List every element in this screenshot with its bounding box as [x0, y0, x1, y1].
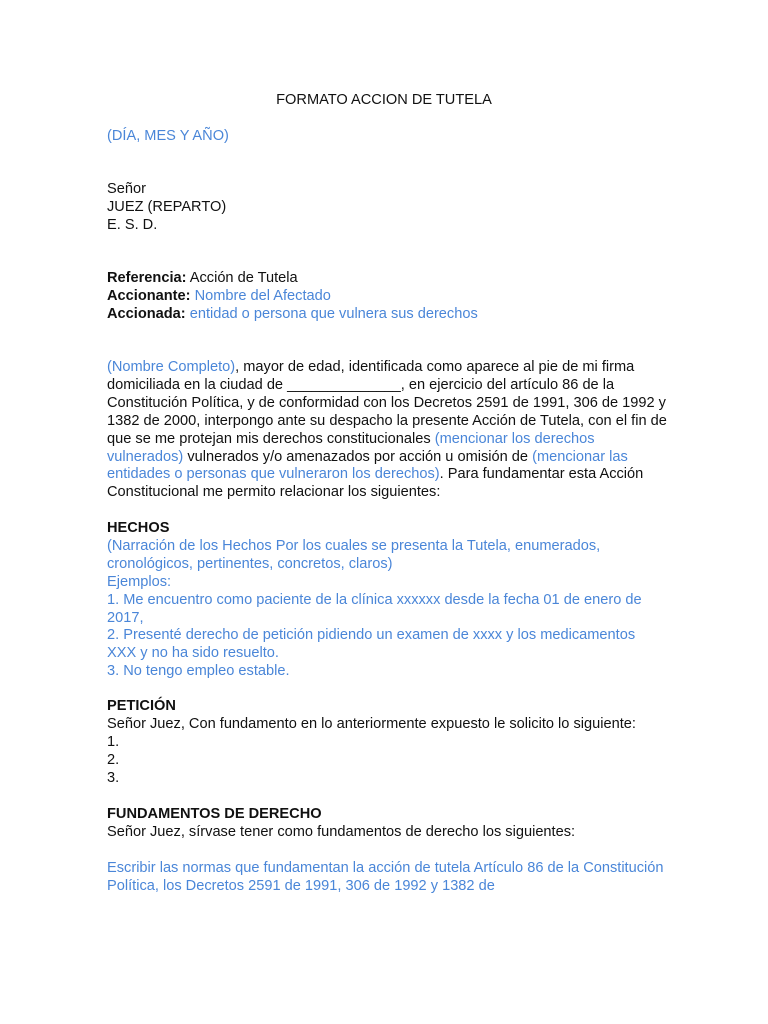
- rights-placeholder: (mencionar los derechos vulnerados): [107, 430, 595, 465]
- date-placeholder: (DÍA, MES Y AÑO): [107, 128, 229, 144]
- addressee-line-2: JUEZ (REPARTO): [107, 198, 227, 215]
- peticion-section: [107, 698, 667, 788]
- document-title: FORMATO ACCION DE TUTELA: [276, 92, 492, 108]
- referencia-label: Referencia:: [107, 270, 187, 286]
- accionada-label: Accionada:: [107, 305, 186, 322]
- addressee-line-1: Señor: [107, 181, 146, 197]
- accionante-line: [107, 288, 667, 306]
- accionada-line: [107, 306, 667, 324]
- intro-paragraph: [107, 359, 667, 502]
- peticion-item-1: 1.: [107, 733, 120, 750]
- accionante-label: Accionante:: [107, 287, 191, 304]
- addressee-line-3: E. S. D.: [107, 216, 158, 233]
- name-placeholder: (Nombre Completo): [107, 359, 236, 375]
- fundamentos-text: Señor Juez, sírvase tener como fundamentos de derecho los siguientes:: [107, 823, 576, 840]
- accionada-value: entidad o persona que vulnera sus derechos: [185, 305, 478, 322]
- peticion-heading: PETICIÓN: [107, 698, 176, 714]
- hechos-section: [107, 520, 667, 681]
- hechos-examples-label: Ejemplos:: [107, 573, 172, 590]
- peticion-text: Señor Juez, Con fundamento en lo anteriormente expuesto le solicito lo siguiente:: [107, 715, 636, 732]
- intro-text-1: , mayor de edad, identificada como aparece al pie de mi firma domiciliada en la ciudad de ______________, en ejercicio del artículo 86 de la Constitución Política, y de conformidad con los Decretos 2591 de 1991, 306 de 1992 y 1382 de 2000, interpongo ante su despacho la presente Acción de Tutela, con el fin de que se me protejan mis derechos constitucionales: [107, 359, 667, 447]
- fundamentos-section: [107, 806, 667, 842]
- peticion-item-3: 3.: [107, 769, 120, 786]
- hechos-item-1: 1. Me encuentro como paciente de la clínica xxxxxx desde la fecha 01 de enero de 2017,: [107, 591, 642, 626]
- hechos-item-2: 2. Presenté derecho de petición pidiendo un examen de xxxx y los medicamentos XXX y no ha sido resuelto.: [107, 627, 636, 662]
- fundamentos-note: Escribir las normas que fundamentan la acción de tutela Artículo 86 de la Constitución Política, los Decretos 2591 de 1991, 306 de 1992 y 1382 de: [107, 860, 664, 894]
- intro-text-2: vulnerados y/o amenazados por acción u omisión de: [183, 448, 533, 465]
- entities-placeholder: (mencionar las entidades o personas que vulneraron los derechos): [107, 448, 628, 483]
- addressee-block: [107, 181, 667, 235]
- hechos-description: (Narración de los Hechos Por los cuales se presenta la Tutela, enumerados, cronológicos, pertinentes, concretos, claros): [107, 537, 601, 572]
- referencia-line: [107, 270, 667, 288]
- peticion-item-2: 2.: [107, 751, 120, 768]
- hechos-item-3: 3. No tengo empleo estable.: [107, 663, 290, 680]
- referencia-value: Acción de Tutela: [186, 270, 298, 286]
- fundamentos-heading: FUNDAMENTOS DE DERECHO: [107, 806, 322, 822]
- reference-block: [107, 270, 667, 324]
- hechos-heading: HECHOS: [107, 520, 170, 536]
- intro-text-3: . Para fundamentar esta Acción Constitucional me permito relacionar los siguientes:: [107, 466, 644, 501]
- accionante-value: Nombre del Afectado: [190, 287, 331, 304]
